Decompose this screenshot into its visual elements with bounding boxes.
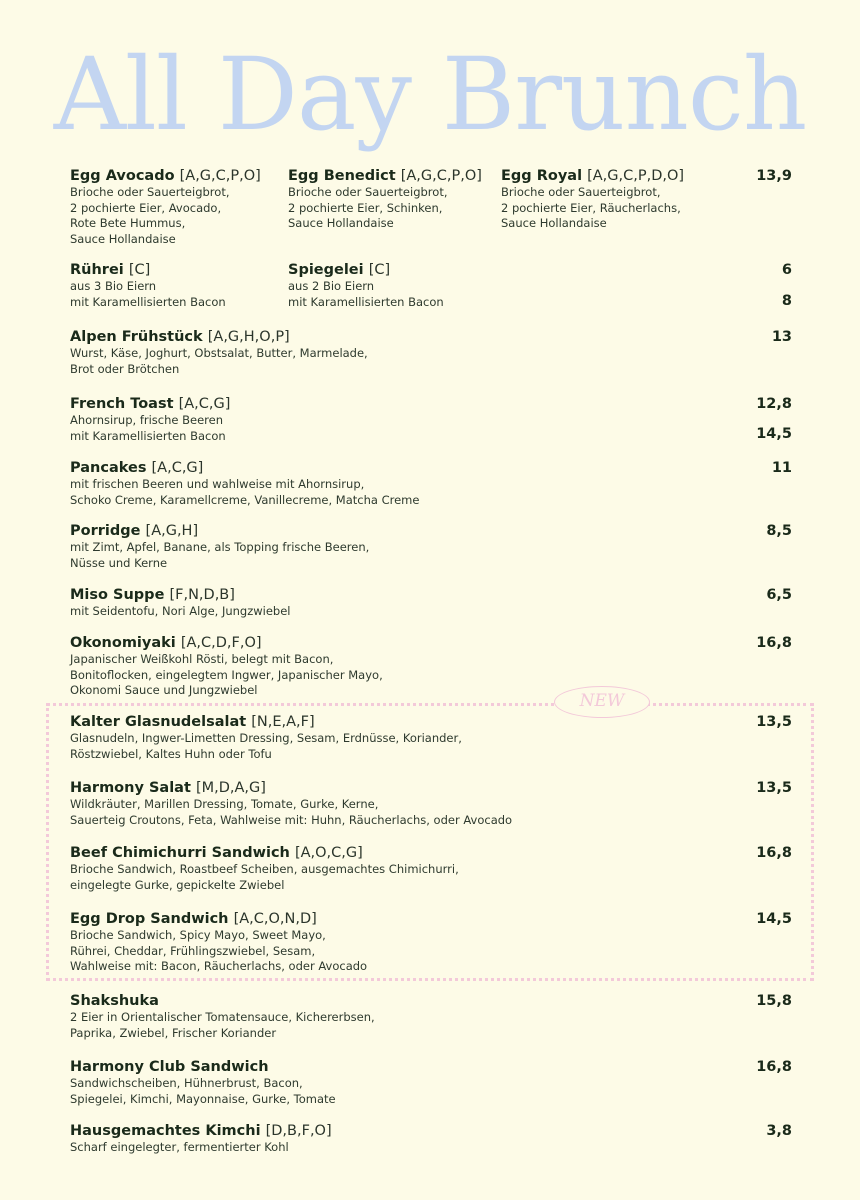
item-description: Japanischer Weißkohl Rösti, belegt mit Bacon, Bonitoflocken, eingelegtem Ingwer, Japanischer Mayo, Okonomi Sauce und Jungzwiebel bbox=[70, 652, 383, 697]
allergens: [A,C,G] bbox=[151, 460, 204, 476]
item-description: Ahornsirup, frische Beeren mit Karamellisierten Bacon bbox=[70, 413, 226, 443]
item-name: Egg Royal bbox=[501, 168, 583, 184]
item-description: Brioche Sandwich, Roastbeef Scheiben, ausgemachtes Chimichurri, eingelegte Gurke, gepickelte Zwiebel bbox=[70, 862, 459, 892]
menu-item-egg-royal bbox=[501, 167, 684, 232]
menu-item-eggs-row bbox=[70, 167, 792, 247]
item-price: 13,5 bbox=[756, 780, 792, 796]
allergens: [F,N,D,B] bbox=[169, 587, 235, 603]
menu-item-shakshuka bbox=[70, 992, 792, 1041]
item-description: Wurst, Käse, Joghurt, Obstsalat, Butter, Marmelade, Brot oder Brötchen bbox=[70, 346, 368, 376]
item-name: Spiegelei bbox=[288, 262, 364, 278]
item-price: 13,9 bbox=[756, 168, 792, 184]
item-name: Harmony Salat bbox=[70, 780, 191, 796]
item-price: 6,5 bbox=[766, 587, 792, 603]
item-description: Scharf eingelegter, fermentierter Kohl bbox=[70, 1140, 289, 1154]
allergens: [A,C,O,N,D] bbox=[233, 911, 317, 927]
menu-item-beef-chimichurri-sandwich bbox=[70, 844, 792, 893]
item-description: mit Zimt, Apfel, Banane, als Topping frische Beeren, Nüsse und Kerne bbox=[70, 540, 370, 570]
item-price: 16,8 bbox=[756, 635, 792, 651]
item-description: Brioche Sandwich, Spicy Mayo, Sweet Mayo, Rührei, Cheddar, Frühlingszwiebel, Sesam, Wahlweise mit: Bacon, Räucherlachs, oder Avocado bbox=[70, 928, 368, 973]
allergens: [A,C,D,F,O] bbox=[180, 635, 262, 651]
menu-item-pancakes bbox=[70, 459, 792, 508]
menu-item-ruehrei bbox=[70, 261, 226, 310]
menu-item-kalter-glasnudelsalat bbox=[70, 713, 792, 762]
item-description: aus 3 Bio Eiern mit Karamellisierten Bacon bbox=[70, 279, 226, 309]
item-description: Wildkräuter, Marillen Dressing, Tomate, Gurke, Kerne, Sauerteig Croutons, Feta, Wahlweise mit: Huhn, Räucherlachs, oder Avocado bbox=[70, 797, 513, 827]
item-name: Okonomiyaki bbox=[70, 635, 176, 651]
item-price: 13 bbox=[771, 329, 792, 345]
item-description: Sandwichscheiben, Hühnerbrust, Bacon, Spiegelei, Kimchi, Mayonnaise, Gurke, Tomate bbox=[70, 1076, 336, 1106]
item-description: mit frischen Beeren und wahlweise mit Ahornsirup, Schoko Creme, Karamellcreme, Vanillecreme, Matcha Creme bbox=[70, 477, 420, 507]
item-name: Miso Suppe bbox=[70, 587, 165, 603]
menu-item-harmony-salat bbox=[70, 779, 792, 828]
item-price: 11 bbox=[771, 460, 792, 476]
menu-item-spiegelei bbox=[288, 261, 444, 310]
item-name: French Toast bbox=[70, 396, 174, 412]
allergens: [M,D,A,G] bbox=[195, 780, 266, 796]
item-price: 8,5 bbox=[766, 523, 792, 539]
item-description: mit Seidentofu, Nori Alge, Jungzwiebel bbox=[70, 604, 291, 618]
new-badge: NEW bbox=[554, 686, 650, 718]
item-name: Egg Drop Sandwich bbox=[70, 911, 229, 927]
allergens: [A,G,C,P,O] bbox=[400, 168, 482, 184]
item-price: 12,8 bbox=[756, 396, 792, 412]
allergens: [A,G,C,P,D,O] bbox=[587, 168, 685, 184]
page-title: All Day Brunch bbox=[53, 36, 807, 153]
allergens: [D,B,F,O] bbox=[265, 1123, 332, 1139]
menu-item-eggs2-row bbox=[70, 261, 792, 311]
menu-item-hausgemachtes-kimchi bbox=[70, 1122, 792, 1156]
item-price: 13,5 bbox=[756, 714, 792, 730]
item-price-bacon: 14,5 bbox=[756, 426, 792, 442]
item-price: 3,8 bbox=[766, 1123, 792, 1139]
item-name: Harmony Club Sandwich bbox=[70, 1059, 269, 1075]
allergens: [A,G,H,O,P] bbox=[207, 329, 290, 345]
item-description: Brioche oder Sauerteigbrot, 2 pochierte Eier, Schinken, Sauce Hollandaise bbox=[288, 185, 448, 230]
item-description: Brioche oder Sauerteigbrot, 2 pochierte Eier, Räucherlachs, Sauce Hollandaise bbox=[501, 185, 681, 230]
item-name: Hausgemachtes Kimchi bbox=[70, 1123, 261, 1139]
item-price: 15,8 bbox=[756, 993, 792, 1009]
item-name: Porridge bbox=[70, 523, 141, 539]
allergens: [A,O,C,G] bbox=[294, 845, 363, 861]
item-description: Glasnudeln, Ingwer-Limetten Dressing, Sesam, Erdnüsse, Koriander, Röstzwiebel, Kaltes Huhn oder Tofu bbox=[70, 731, 462, 761]
menu-item-miso-suppe bbox=[70, 586, 792, 620]
allergens: [N,E,A,F] bbox=[251, 714, 315, 730]
item-description: 2 Eier in Orientalischer Tomatensauce, Kichererbsen, Paprika, Zwiebel, Frischer Koriander bbox=[70, 1010, 375, 1040]
menu-item-egg-benedict bbox=[288, 167, 482, 232]
menu-item-french-toast bbox=[70, 395, 792, 444]
item-price: 16,8 bbox=[756, 1059, 792, 1075]
item-name: Egg Benedict bbox=[288, 168, 396, 184]
item-description: Brioche oder Sauerteigbrot, 2 pochierte Eier, Avocado, Rote Bete Hummus, Sauce Hollandaise bbox=[70, 185, 230, 246]
item-name: Alpen Frühstück bbox=[70, 329, 203, 345]
menu-item-egg-avocado bbox=[70, 167, 261, 247]
allergens: [A,G,H] bbox=[145, 523, 199, 539]
item-price: 14,5 bbox=[756, 911, 792, 927]
item-description: aus 2 Bio Eiern mit Karamellisierten Bacon bbox=[288, 279, 444, 309]
allergens: [A,C,G] bbox=[178, 396, 231, 412]
menu-item-okonomiyaki bbox=[70, 634, 792, 699]
item-price-bacon: 8 bbox=[781, 293, 792, 309]
allergens: [A,G,C,P,O] bbox=[179, 168, 261, 184]
allergens: [C] bbox=[368, 262, 391, 278]
menu-item-porridge bbox=[70, 522, 792, 571]
menu-item-harmony-club-sandwich bbox=[70, 1058, 792, 1107]
menu-item-egg-drop-sandwich bbox=[70, 910, 792, 975]
item-name: Beef Chimichurri Sandwich bbox=[70, 845, 290, 861]
item-name: Pancakes bbox=[70, 460, 147, 476]
item-price: 16,8 bbox=[756, 845, 792, 861]
item-name: Shakshuka bbox=[70, 993, 159, 1009]
item-name: Kalter Glasnudelsalat bbox=[70, 714, 247, 730]
item-name: Rührei bbox=[70, 262, 124, 278]
allergens: [C] bbox=[128, 262, 151, 278]
item-price: 6 bbox=[781, 262, 792, 278]
item-name: Egg Avocado bbox=[70, 168, 175, 184]
menu-item-alpen-fruehstueck bbox=[70, 328, 792, 377]
